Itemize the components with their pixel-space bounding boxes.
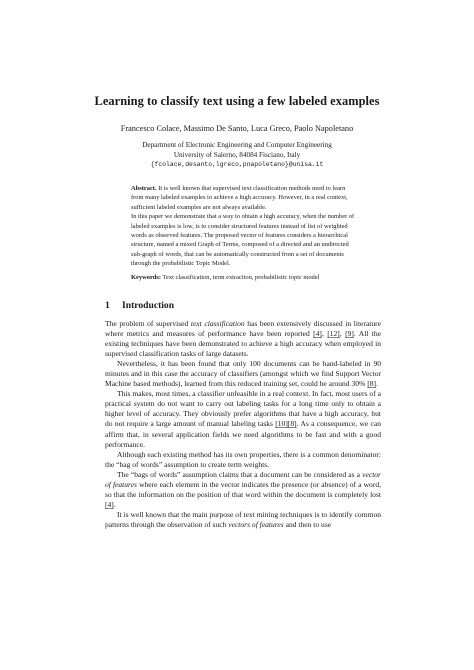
text-run: Nevertheless, it has been found that only 100 documents can be hand-labeled in 90 minutes and in this case the accuracy of classifiers (amongst which we find Support Vector Machine based methods), learned from this reduced training set, could be around 30% bbox=[105, 359, 381, 389]
body-text bbox=[105, 319, 381, 530]
body-paragraph-1 bbox=[105, 319, 381, 359]
author-list: Francesco Colace, Massimo De Santo, Luca Greco, Paolo Napoletano bbox=[120, 124, 354, 133]
text-run: , bbox=[321, 329, 328, 339]
abstract bbox=[131, 184, 357, 269]
body-paragraph-6 bbox=[105, 510, 381, 530]
abstract-paragraph-2: In this paper we demonstrate that a way to obtain a high accuracy, when the number of labeled examples is low, is to consider structured features instead of list of weighted words as observed features. The proposed vector of features considers a hierarchical structure, named a mixed Graph of Terms, composed of a directed and an undirected sub-graph of words, that can be automatically constructed from a set of documents through the probabilistic Topic Model. bbox=[131, 213, 355, 268]
section-heading bbox=[105, 300, 174, 311]
citation-link[interactable]: [12] bbox=[327, 329, 340, 339]
text-run: . All the existing techniques have been demonstrated to achieve a high accuracy when employed in supervised classification tasks of large datasets. bbox=[105, 329, 381, 359]
citation-link[interactable]: [10] bbox=[275, 419, 288, 429]
body-paragraph-2 bbox=[105, 359, 381, 389]
text-run: . bbox=[113, 499, 116, 509]
abstract-paragraph-1 bbox=[131, 184, 357, 212]
text-run: It is well known that the main purpose of text mining techniques is to identify common patterns through the observation of such bbox=[105, 509, 381, 529]
body-paragraph-3 bbox=[105, 389, 381, 449]
body-paragraph-5 bbox=[105, 470, 381, 510]
keywords bbox=[131, 273, 371, 282]
text-run: where each element in the vector indicates the presence (or absence) of a word, so that the information on the position of that word within the document is completely lost bbox=[105, 479, 381, 499]
text-run: The “bags of words” assumption claims that a document can be considered as a bbox=[117, 469, 363, 479]
text-run: has been extensively discussed in literature where metrics and measures of performance have been reported bbox=[105, 319, 382, 339]
affiliation-department: Department of Electronic Engineering and Computer Engineering bbox=[142, 141, 332, 149]
emphasis-text: vectors of features bbox=[228, 519, 284, 529]
text-run: . bbox=[376, 379, 378, 389]
body-paragraph-4: Although each existing method has its own properties, there is a common denominator: the “bag of words” assumption to create term weights. bbox=[105, 449, 381, 469]
text-run: The problem of supervised bbox=[105, 319, 191, 328]
keywords-text: Text classification, term extraction, probabilistic topic model bbox=[162, 274, 320, 281]
abstract-label: Abstract. bbox=[131, 185, 157, 192]
citation-link[interactable]: [4] bbox=[313, 329, 322, 339]
text-run: and then to use bbox=[283, 519, 332, 529]
citation-link[interactable]: [8] bbox=[367, 379, 376, 389]
affiliation-university: University of Salerno, 84084 Fisciano, Italy bbox=[173, 151, 301, 159]
keywords-label: Keywords: bbox=[131, 274, 162, 281]
citation-link[interactable]: [9] bbox=[345, 329, 354, 339]
text-run: This makes, most times, a classifier unfeasible in a real context. In fact, most users of a practical system do not want to carry out labeling tasks for a long time only to obtain a higher level of accuracy. They obviously prefer algorithms that have a high accuracy, but do not require a large amount of manual labeling tasks bbox=[105, 389, 381, 429]
section-number: 1 bbox=[105, 300, 110, 311]
text-run: . As a consequence, we can affirm that, in several application fields we need algorithms to be fast and with a good performance. bbox=[105, 419, 382, 449]
paper-title: Learning to classify text using a few labeled examples bbox=[94, 94, 380, 108]
section-title: Introduction bbox=[122, 300, 175, 311]
emphasis-text: text classification bbox=[190, 319, 245, 328]
affiliation-block bbox=[0, 140, 474, 170]
abstract-text-1: It is well known that supervised text classification methods need to learn from many labeled examples to achieve a high accuracy. However, in a real context, sufficient labeled examples are not always available. bbox=[131, 185, 348, 211]
emphasis-text: vector of features bbox=[105, 469, 381, 489]
citation-link[interactable]: [8] bbox=[287, 419, 297, 429]
affiliation-emails: {fcolace,desanto,lgreco,pnapoletano}@unisa.it bbox=[150, 161, 324, 168]
text-run: , bbox=[339, 329, 346, 339]
citation-link[interactable]: [4] bbox=[105, 499, 114, 509]
